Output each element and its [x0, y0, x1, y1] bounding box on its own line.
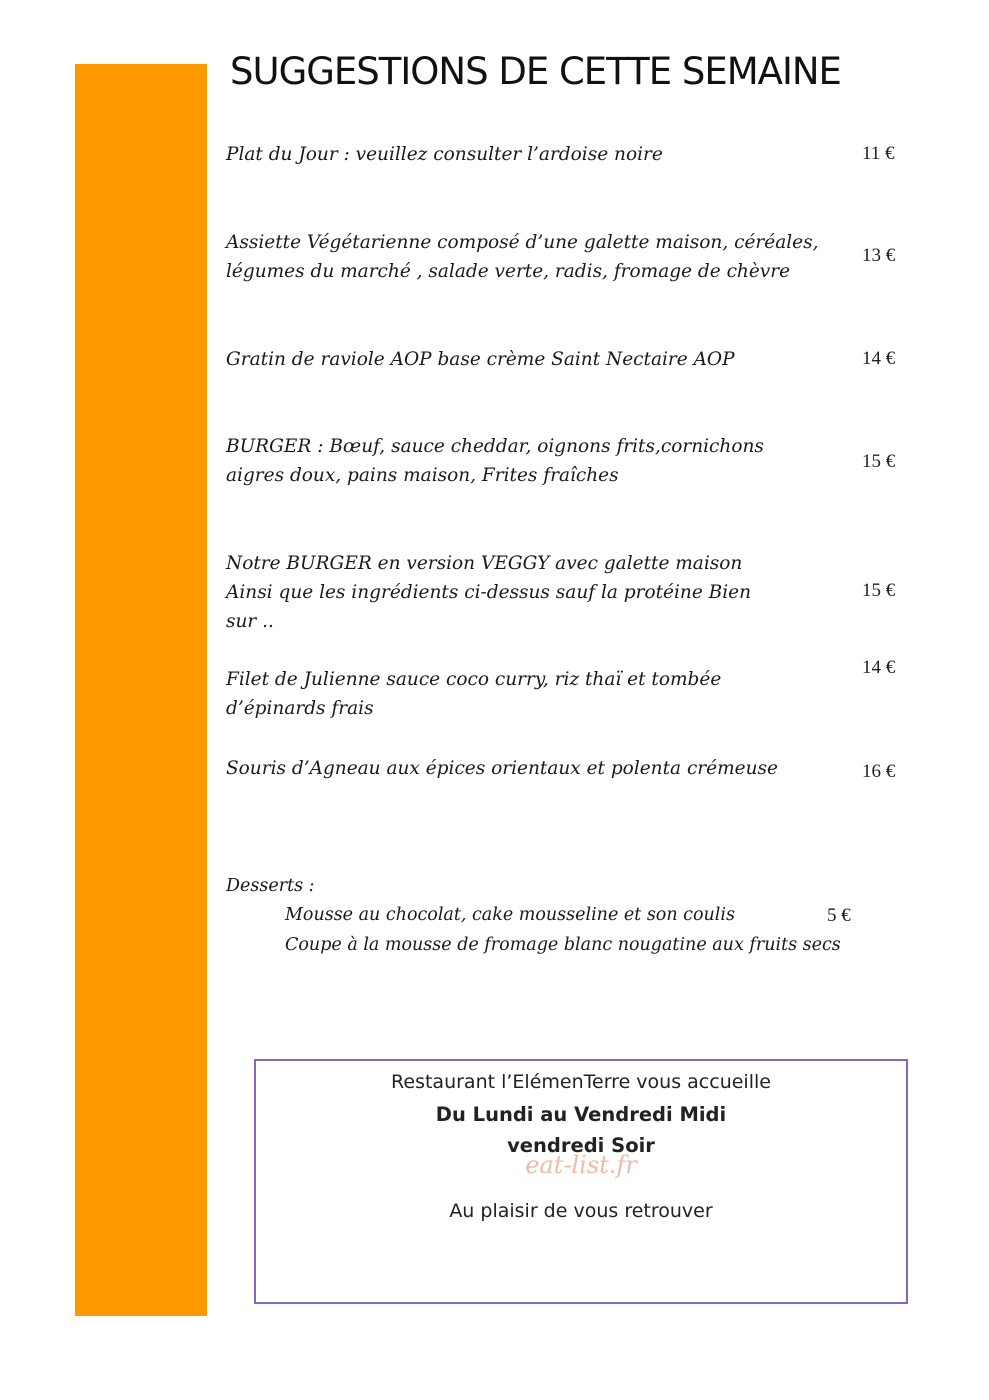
menu-item [226, 754, 836, 783]
menu-item-description: Gratin de raviole AOP base crème Saint Nectaire AOP [226, 349, 735, 370]
page-title: SUGGESTIONS DE CETTE SEMAINE [230, 50, 841, 93]
desserts-label: Desserts : [226, 876, 315, 896]
menu-item [226, 345, 836, 374]
menu-item-price: 11 € [862, 143, 895, 164]
menu-item-description: aigres doux, pains maison, Frites fraîches [226, 465, 619, 486]
menu-item [226, 432, 836, 490]
menu-item-description: Ainsi que les ingrédients ci-dessus sauf la protéine Bien [226, 582, 752, 603]
menu-item-price: 14 € [862, 348, 896, 369]
menu-item-price: 15 € [862, 451, 896, 472]
decorative-orange-bar [75, 64, 207, 1316]
dessert-price: 5 € [827, 905, 851, 926]
menu-item-description: Filet de Julienne sauce coco curry, riz thaï et tombée [226, 669, 722, 690]
menu-item-description: légumes du marché , salade verte, radis, fromage de chèvre [226, 261, 791, 282]
menu-item [226, 228, 836, 286]
menu-item-price: 15 € [862, 580, 896, 601]
opening-hours-box [254, 1059, 908, 1304]
menu-item [226, 665, 836, 723]
menu-item-description: Assiette Végétarienne composé d’une galette maison, céréales, [226, 232, 819, 253]
closing-text: Au plaisir de vous retrouver [449, 1200, 713, 1222]
menu-item-price: 14 € [862, 657, 896, 678]
dessert-item: Coupe à la mousse de fromage blanc nougatine aux fruits secs [285, 935, 841, 955]
menu-item-price: 16 € [862, 761, 896, 782]
welcome-text: Restaurant l’ElémenTerre vous accueille [391, 1071, 771, 1093]
menu-item [226, 140, 836, 169]
opening-evening: vendredi Soir [507, 1134, 655, 1157]
menu-item-description: Souris d’Agneau aux épices orientaux et polenta crémeuse [226, 758, 778, 779]
menu-item-price: 13 € [862, 245, 896, 266]
menu-item-description: d’épinards frais [226, 698, 374, 719]
menu-item-description: Plat du Jour : veuillez consulter l’ardoise noire [226, 144, 663, 165]
dessert-item: Mousse au chocolat, cake mousseline et son coulis [285, 905, 735, 925]
menu-item-description: sur .. [226, 611, 274, 632]
menu-item-description: BURGER : Bœuf, sauce cheddar, oignons frits,cornichons [226, 436, 764, 457]
menu-item-description: Notre BURGER en version VEGGY avec galette maison [226, 553, 743, 574]
opening-days: Du Lundi au Vendredi Midi [435, 1103, 727, 1126]
menu-item [226, 549, 836, 636]
watermark-text: eat-list.fr [525, 1151, 637, 1179]
